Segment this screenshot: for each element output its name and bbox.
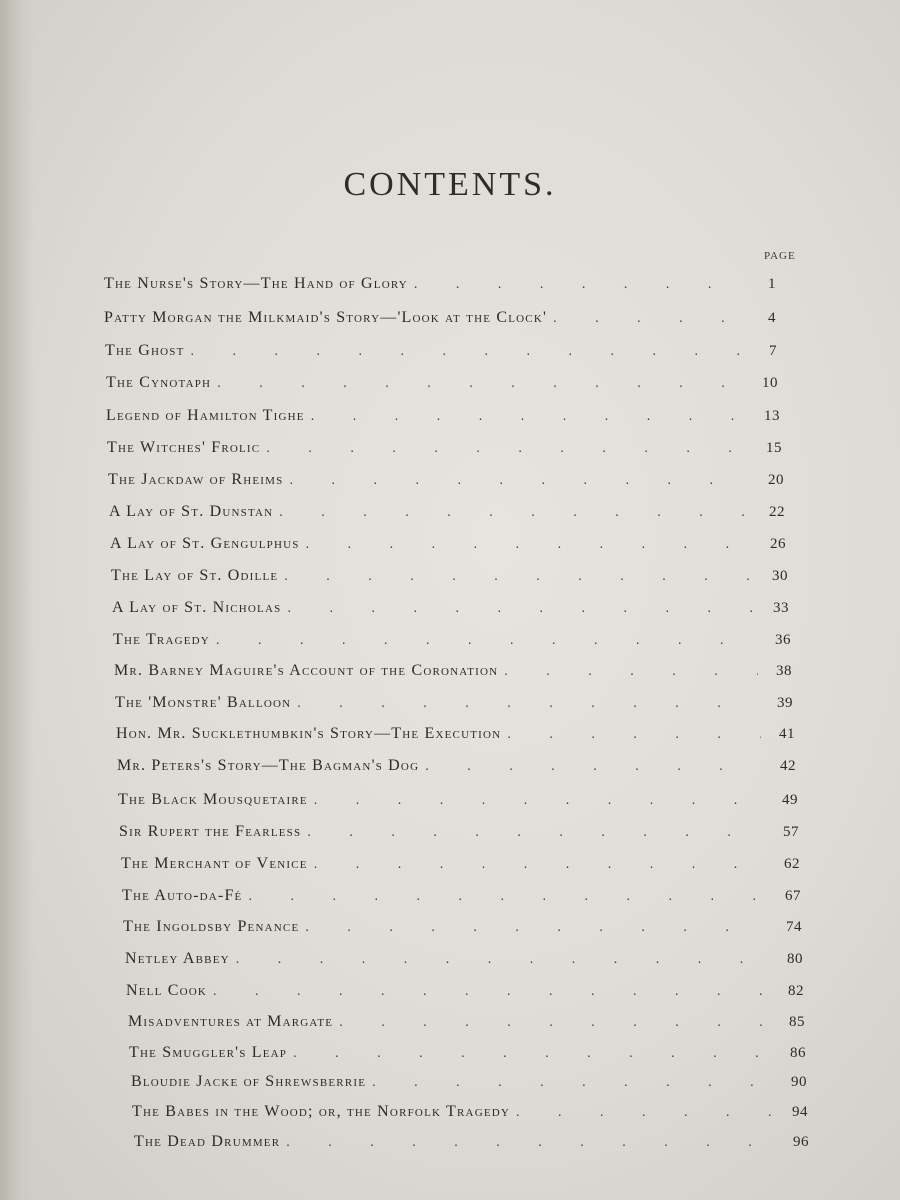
toc-entry-title: The Merchant of Venice <box>121 855 308 872</box>
toc-entry <box>126 982 804 1008</box>
toc-entry-page: 96 <box>793 1134 809 1150</box>
toc-entry-title: The Cynotaph <box>106 374 212 391</box>
toc-entry <box>122 887 801 913</box>
toc-entry <box>132 1103 808 1129</box>
toc-entry <box>104 309 776 335</box>
toc-entry-title: A Lay of St. Dunstan <box>109 503 274 520</box>
toc-entry-page: 15 <box>766 440 782 456</box>
toc-entry-page: 49 <box>782 792 798 808</box>
toc-entry-page: 36 <box>775 632 791 648</box>
toc-entry-page: 41 <box>779 726 795 742</box>
dot-leader <box>414 275 742 293</box>
toc-entry-page: 7 <box>769 343 777 359</box>
dot-leader <box>314 791 764 809</box>
toc-entry-page: 22 <box>769 504 785 520</box>
toc-entry-title: Misadventures at Margate <box>128 1013 334 1030</box>
toc-entry-title: A Lay of St. Nicholas <box>112 599 282 616</box>
toc-entry <box>110 535 786 561</box>
toc-entry-page: 85 <box>789 1014 805 1030</box>
toc-entry-page: 39 <box>777 695 793 711</box>
toc-entry <box>123 918 802 944</box>
toc-entry <box>112 599 789 625</box>
toc-entry-page: 94 <box>792 1104 808 1120</box>
toc-entry-title: The 'Monstre' Balloon <box>115 694 292 711</box>
toc-entry-title: The Dead Drummer <box>134 1133 281 1150</box>
toc-entry-title: Bloudie Jacke of Shrewsberrie <box>131 1073 367 1090</box>
toc-entry-page: 33 <box>773 600 789 616</box>
page-column-heading: PAGE <box>764 250 796 262</box>
dot-leader <box>339 1013 771 1031</box>
dot-leader <box>216 631 757 649</box>
toc-entry-page: 20 <box>768 472 784 488</box>
dot-leader <box>516 1103 774 1121</box>
toc-entry <box>116 725 795 751</box>
toc-entry-page: 42 <box>780 758 796 774</box>
toc-entry-title: Mr. Barney Maguire's Account of the Coronation <box>114 662 499 679</box>
dot-leader <box>217 374 744 392</box>
dot-leader <box>507 725 761 743</box>
toc-entry-title: The Nurse's Story—The Hand of Glory <box>104 275 408 292</box>
toc-entry-page: 57 <box>783 824 799 840</box>
toc-entry-title: The Babes in the Wood; or, the Norfolk Tragedy <box>132 1103 511 1120</box>
toc-entry-title: The Ghost <box>105 342 185 359</box>
dot-leader <box>279 503 751 521</box>
toc-entry-title: The Smuggler's Leap <box>129 1044 288 1061</box>
dot-leader <box>293 1044 772 1062</box>
dot-leader <box>266 439 748 457</box>
dot-leader <box>307 823 765 841</box>
toc-entry-page: 74 <box>786 919 802 935</box>
toc-entry-title: The Lay of St. Odille <box>111 567 279 584</box>
toc-entry <box>125 950 803 976</box>
dot-leader <box>236 950 769 968</box>
toc-entry <box>131 1073 807 1099</box>
toc-entry <box>115 694 793 720</box>
dot-leader <box>284 567 754 585</box>
toc-entry <box>114 662 792 688</box>
toc-entry-page: 13 <box>764 408 780 424</box>
toc-entry-page: 80 <box>787 951 803 967</box>
toc-entry-title: Sir Rupert the Fearless <box>119 823 302 840</box>
toc-entry-title: The Black Mousquetaire <box>118 791 308 808</box>
toc-entry <box>118 791 798 817</box>
toc-entry-title: Nell Cook <box>126 982 208 999</box>
dot-leader <box>314 855 766 873</box>
toc-entry <box>119 823 799 849</box>
toc-entry-page: 1 <box>768 276 776 292</box>
toc-entry <box>117 757 796 783</box>
toc-entry-page: 30 <box>772 568 788 584</box>
dot-leader <box>311 407 746 425</box>
toc-entry <box>108 471 784 497</box>
toc-entry-page: 26 <box>770 536 786 552</box>
toc-entry-title: The Witches' Frolic <box>107 439 261 456</box>
toc-entry-title: The Jackdaw of Rheims <box>108 471 284 488</box>
toc-entry-title: Netley Abbey <box>125 950 230 967</box>
dot-leader <box>287 599 755 617</box>
toc-entry-page: 82 <box>788 983 804 999</box>
dot-leader <box>305 918 768 936</box>
toc-entry <box>129 1044 806 1070</box>
toc-entry-title: Legend of Hamilton Tighe <box>106 407 305 424</box>
toc-entry <box>113 631 791 657</box>
toc-entry-page: 10 <box>762 375 778 391</box>
toc-entry <box>106 374 778 400</box>
toc-entry <box>104 275 776 301</box>
toc-entry <box>111 567 788 593</box>
toc-entry <box>106 407 780 433</box>
dot-leader <box>286 1133 775 1151</box>
dot-leader <box>297 694 759 712</box>
dot-leader <box>372 1073 773 1091</box>
toc-entry <box>105 342 777 368</box>
toc-entry-title: Hon. Mr. Sucklethumbkin's Story—The Execution <box>116 725 502 742</box>
toc-entry-title: The Ingoldsby Penance <box>123 918 300 935</box>
toc-entry-page: 62 <box>784 856 800 872</box>
dot-leader <box>289 471 750 489</box>
dot-leader <box>504 662 758 680</box>
toc-entry <box>121 855 800 881</box>
toc-entry <box>134 1133 809 1159</box>
toc-entry-title: Mr. Peters's Story—The Bagman's Dog <box>117 757 420 774</box>
toc-entry-title: Patty Morgan the Milkmaid's Story—'Look at the Clock' <box>104 309 548 326</box>
toc-entry-page: 86 <box>790 1045 806 1061</box>
toc-entry-page: 67 <box>785 888 801 904</box>
toc-entry-title: The Tragedy <box>113 631 210 648</box>
dot-leader <box>553 309 742 327</box>
toc-entry-title: A Lay of St. Gengulphus <box>110 535 300 552</box>
toc-entry <box>128 1013 805 1039</box>
toc-entry-page: 90 <box>791 1074 807 1090</box>
contents-title: CONTENTS. <box>343 166 557 203</box>
dot-leader <box>191 342 743 360</box>
dot-leader <box>213 982 770 1000</box>
toc-entry-page: 38 <box>776 663 792 679</box>
toc-entry <box>107 439 782 465</box>
dot-leader <box>425 757 762 775</box>
toc-entry-page: 4 <box>768 310 776 326</box>
toc-entry <box>109 503 785 529</box>
toc-entry-title: The Auto-da-Fé <box>122 887 243 904</box>
dot-leader <box>248 887 767 905</box>
dot-leader <box>306 535 752 553</box>
